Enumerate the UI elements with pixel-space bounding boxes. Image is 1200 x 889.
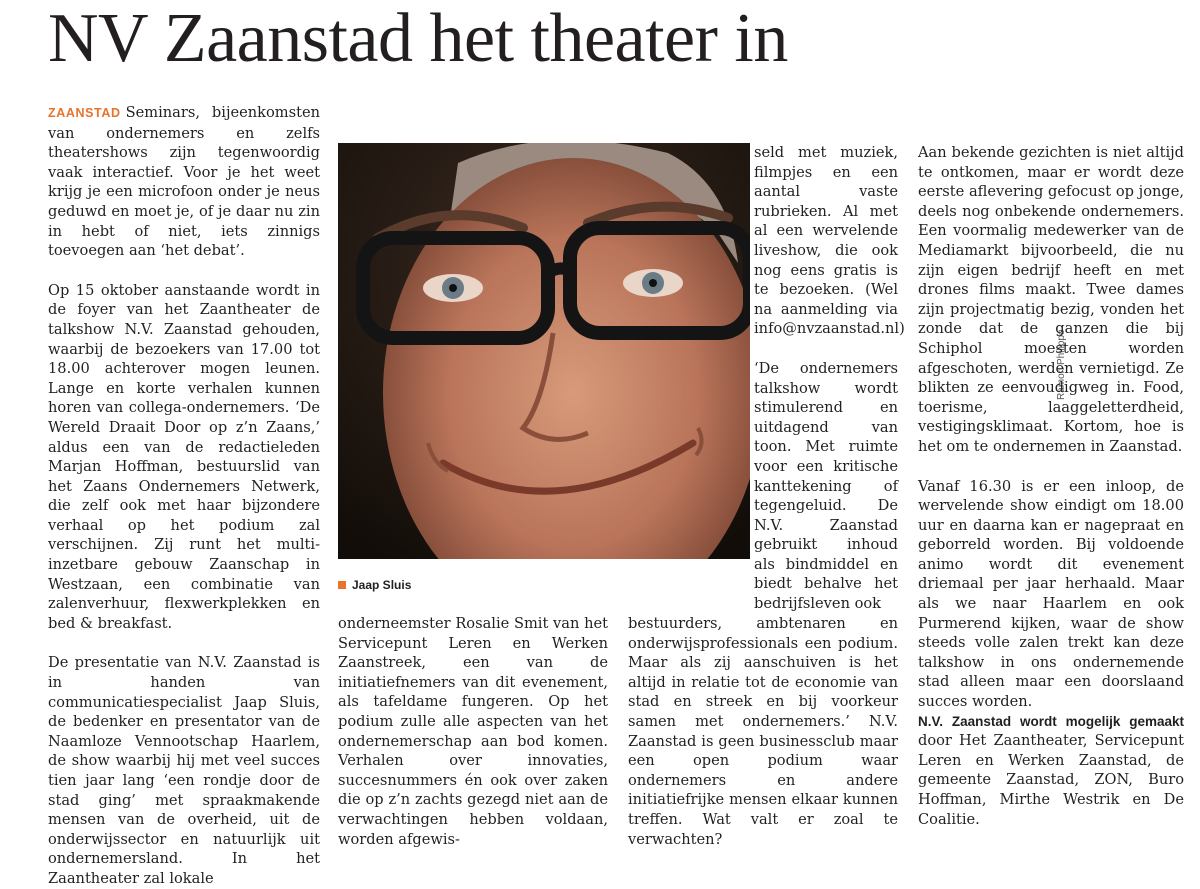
paragraph <box>48 103 320 261</box>
portrait-photo <box>338 143 750 559</box>
article-column-2 <box>338 614 608 849</box>
portrait-illustration <box>338 143 750 559</box>
article-column-3-bottom <box>628 614 898 849</box>
caption-bullet-icon <box>338 581 346 589</box>
paragraph: seld met muziek, filmpjes en een aantal vaste rubrieken. Al met al een wervelende liveshow, die ook nog eens gratis is te bezoeken. (Wel na aanmelding via info@nvzaanstad.nl) <box>754 144 905 338</box>
paragraph: bestuurders, ambtenaren en onderwijsprofessionals een podium. Maar als zij aanschuiven is het altijd in relatie tot de economie van stad en streek en bij voorkeur samen met ondernemers.’ N.V. Zaanstad is geen businessclub maar een open podium waar ondernemers en andere initiatiefrijke mensen elkaar kunnen treffen. Wat valt er zoal te verwachten? <box>628 615 898 848</box>
dateline: ZAANSTAD <box>48 106 121 120</box>
paragraph <box>918 712 1184 830</box>
caption-text: Jaap Sluis <box>352 578 412 592</box>
photo-caption <box>338 578 411 592</box>
article-column-3-top <box>754 143 905 614</box>
paragraph: onderneemster Rosalie Smit van het Servicepunt Leren en Werken Zaanstreek, een van de initiatiefnemers van dit evenement, als tafeldame fungeren. Op het podium zulle alle aspecten van het ondernemerschap aan bod komen. Verhalen over innovaties, succesnummers én ook over zaken die op z’n zachts gezegd niet aan de verwachtingen hebben voldaan, worden afgewis- <box>338 615 608 848</box>
paragraph: Aan bekende gezichten is niet altijd te ontkomen, maar er wordt deze eerste aflevering gefocust op jonge, deels nog onbekende ondernemers. Een voormalig medewerker van de Mediamarkt bijvoorbeeld, die nu zijn eigen bedrijf heeft en met drones films maakt. Twee dames zijn projectmatig bezig, vonden het zonde dat de ganzen die bij Schiphol moesten worden afgeschoten, werden vernietigd. Ze blikten ze eenvoudigweg in. Food, toerisme, laaggeletterdheid, vestigingsklimaat. Kortom, hoe is het om te ondernemen in Zaanstad. <box>918 144 1184 455</box>
paragraph-text: Seminars, bijeenkomsten van ondernemers en zelfs theatershows zijn tegenwoordig vaak interactief. Voor je het weet krijg je een microfoon onder je neus geduwd en moet je, of je daar nu zin in hebt of niet, iets zinnigs toevoegen aan ‘het debat’. <box>48 104 320 260</box>
paragraph: Vanaf 16.30 is er een inloop, de wervelende show eindigt om 18.00 uur en daarna kan er nagepraat en geborreld worden. Bij voldoende animo wordt dit evenement driemaal per jaar herhaald. Maar als we naar Haarlem en ook Purmerend kijken, waar de show steeds volle zalen trekt kan deze talkshow in ons ondernemende stad alleen maar een doorslaand succes worden. <box>918 477 1184 711</box>
article-headline: NV Zaanstad het theater in <box>48 0 788 77</box>
sponsor-text: door Het Zaantheater, Servicepunt Leren en Werken Zaanstad, de gemeente Zaanstad, ZON, Buro Hoffman, Mirthe Westrik en De Coalitie. <box>918 732 1184 828</box>
sponsor-lead: N.V. Zaanstad wordt mogelijk gemaakt <box>918 713 1184 729</box>
paragraph: Op 15 oktober aanstaande wordt in de foyer van het Zaantheater de talkshow N.V. Zaanstad gehouden, waarbij de bezoekers van 17.00 tot 18.00 achterover mogen leunen. Lange en korte verhalen kunnen horen van collega-ondernemers. ‘De Wereld Draait Door op z’n Zaans,’ aldus een van de redactieleden Marjan Hoffman, bestuurslid van het Zaans Ondernemers Netwerk, die zelf ook met haar bijzondere verhaal op het podium zal verschijnen. Zij runt het multi-inzetbare gebouw Zaanschap in Westzaan, een combinatie van zalenverhuur, flexwerkplekken en bed & breakfast. <box>48 281 320 632</box>
paragraph: ‘De ondernemers talkshow wordt stimulerend en uitdagend van toon. Met ruimte voor een kritische kanttekening of tegengeluid. De N.V. Zaanstad gebruikt inhoud als bindmiddel en biedt behalve het bedrijfsleven ook <box>754 359 898 613</box>
paragraph: De presentatie van N.V. Zaanstad is in handen van communicatiespecialist Jaap Sluis, de bedenker en presentator van de Naamloze Vennootschap Haarlem, de show waarbij hij met veel succes tien jaar lang ‘een rondje door de stad ging’ met spraakmakende mensen van de overheid, uit de onderwijssector en natuurlijk uit ondernemersland. In het Zaantheater zal lokale <box>48 654 320 887</box>
article-column-4 <box>918 143 1184 829</box>
article-column-1 <box>48 103 320 889</box>
photo-credit: Ramon Philippo <box>1056 329 1067 400</box>
